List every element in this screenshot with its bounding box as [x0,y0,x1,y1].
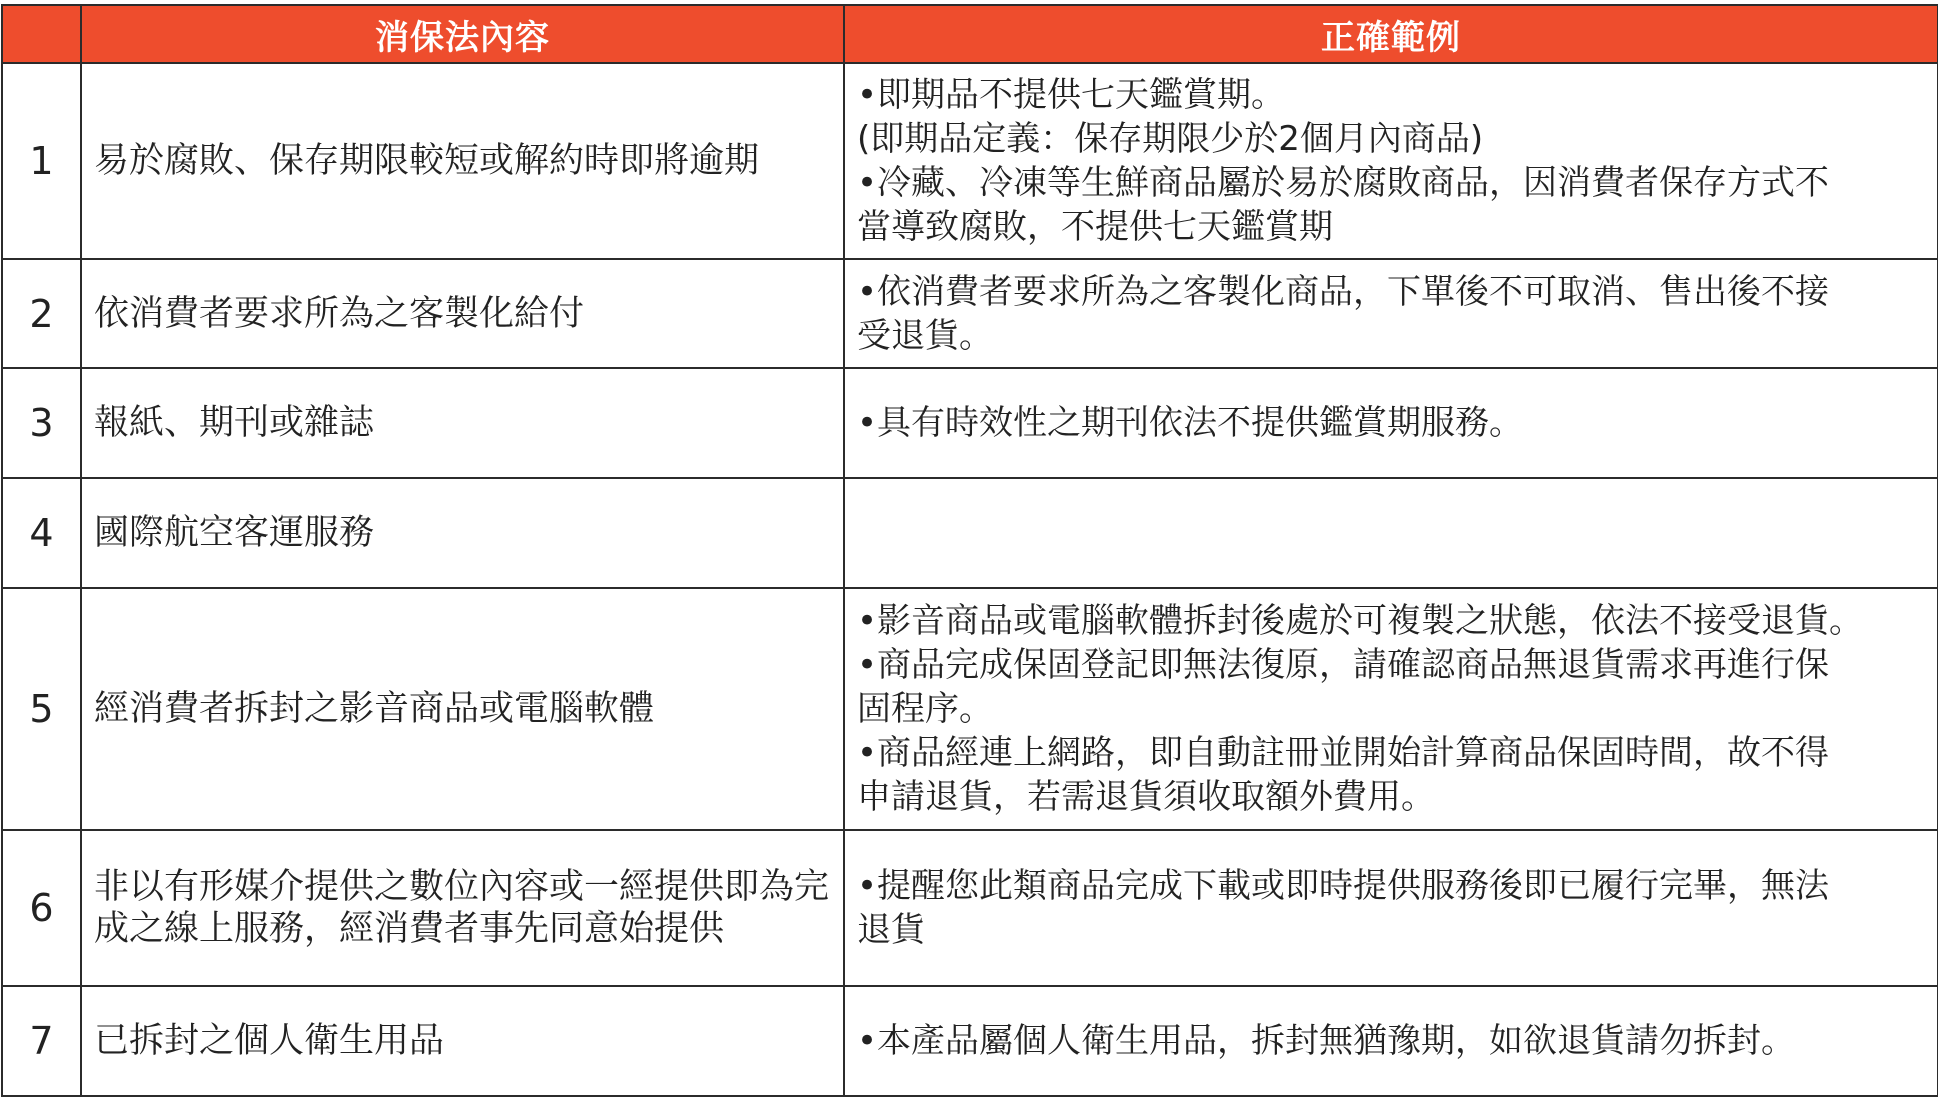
example-cell [844,368,1938,478]
law-content-cell: 報紙、期刊或雜誌 [81,368,844,478]
example-line: 當導致腐敗，不提供七天鑑賞期 [857,207,1333,247]
header-row [2,5,1938,63]
row-number: 3 [2,368,81,478]
example-line: •商品完成保固登記即無法復原，請確認商品無退貨需求再進行保 [857,645,1830,685]
example-cell [844,259,1938,368]
consumer-protection-table [1,4,1938,1097]
example-line: 申請退貨，若需退貨須收取額外費用。 [857,777,1435,817]
example-cell [844,63,1938,259]
law-content-cell: 國際航空客運服務 [81,478,844,588]
example-line: (即期品定義：保存期限少於2個月內商品) [857,119,1484,159]
law-content-cell: 已拆封之個人衛生用品 [81,986,844,1096]
table-row [2,259,1938,368]
example-line: •依消費者要求所為之客製化商品，下單後不可取消、售出後不接 [857,271,1830,312]
table-row [2,830,1938,986]
example-line: •冷藏、冷凍等生鮮商品屬於易於腐敗商品，因消費者保存方式不 [857,163,1830,203]
example-line: 退貨 [857,910,925,950]
law-content-cell: 易於腐敗、保存期限較短或解約時即將逾期 [81,63,844,259]
row-number: 5 [2,588,81,830]
header-correct-example: 正確範例 [844,5,1938,63]
table-row [2,588,1938,830]
example-cell [844,478,1938,588]
example-line: •影音商品或電腦軟體拆封後處於可複製之狀態，依法不接受退貨。 [857,601,1864,641]
row-number: 2 [2,259,81,368]
example-cell [844,830,1938,986]
example-cell [844,588,1938,830]
law-content-cell: 依消費者要求所為之客製化給付 [81,259,844,368]
law-content-cell: 非以有形媒介提供之數位內容或一經提供即為完成之線上服務，經消費者事先同意始提供 [81,830,844,986]
example-line: 受退貨。 [857,315,993,356]
header-number [2,5,81,63]
row-number: 6 [2,830,81,986]
row-number: 1 [2,63,81,259]
example-line: •具有時效性之期刊依法不提供鑑賞期服務。 [857,403,1524,443]
row-number: 7 [2,986,81,1096]
table-header [2,5,1938,63]
example-line: 固程序。 [857,689,993,729]
example-line: •提醒您此類商品完成下載或即時提供服務後即已履行完畢，無法 [857,866,1830,906]
law-content-cell: 經消費者拆封之影音商品或電腦軟體 [81,588,844,830]
example-line: •商品經連上網路，即自動註冊並開始計算商品保固時間，故不得 [857,733,1830,773]
row-number: 4 [2,478,81,588]
example-line: •即期品不提供七天鑑賞期。 [857,75,1286,115]
header-law-content: 消保法內容 [81,5,844,63]
example-line: •本產品屬個人衛生用品，拆封無猶豫期，如欲退貨請勿拆封。 [857,1021,1796,1061]
table-row [2,63,1938,259]
table-row [2,986,1938,1096]
table-row [2,478,1938,588]
table-row [2,368,1938,478]
example-cell [844,986,1938,1096]
